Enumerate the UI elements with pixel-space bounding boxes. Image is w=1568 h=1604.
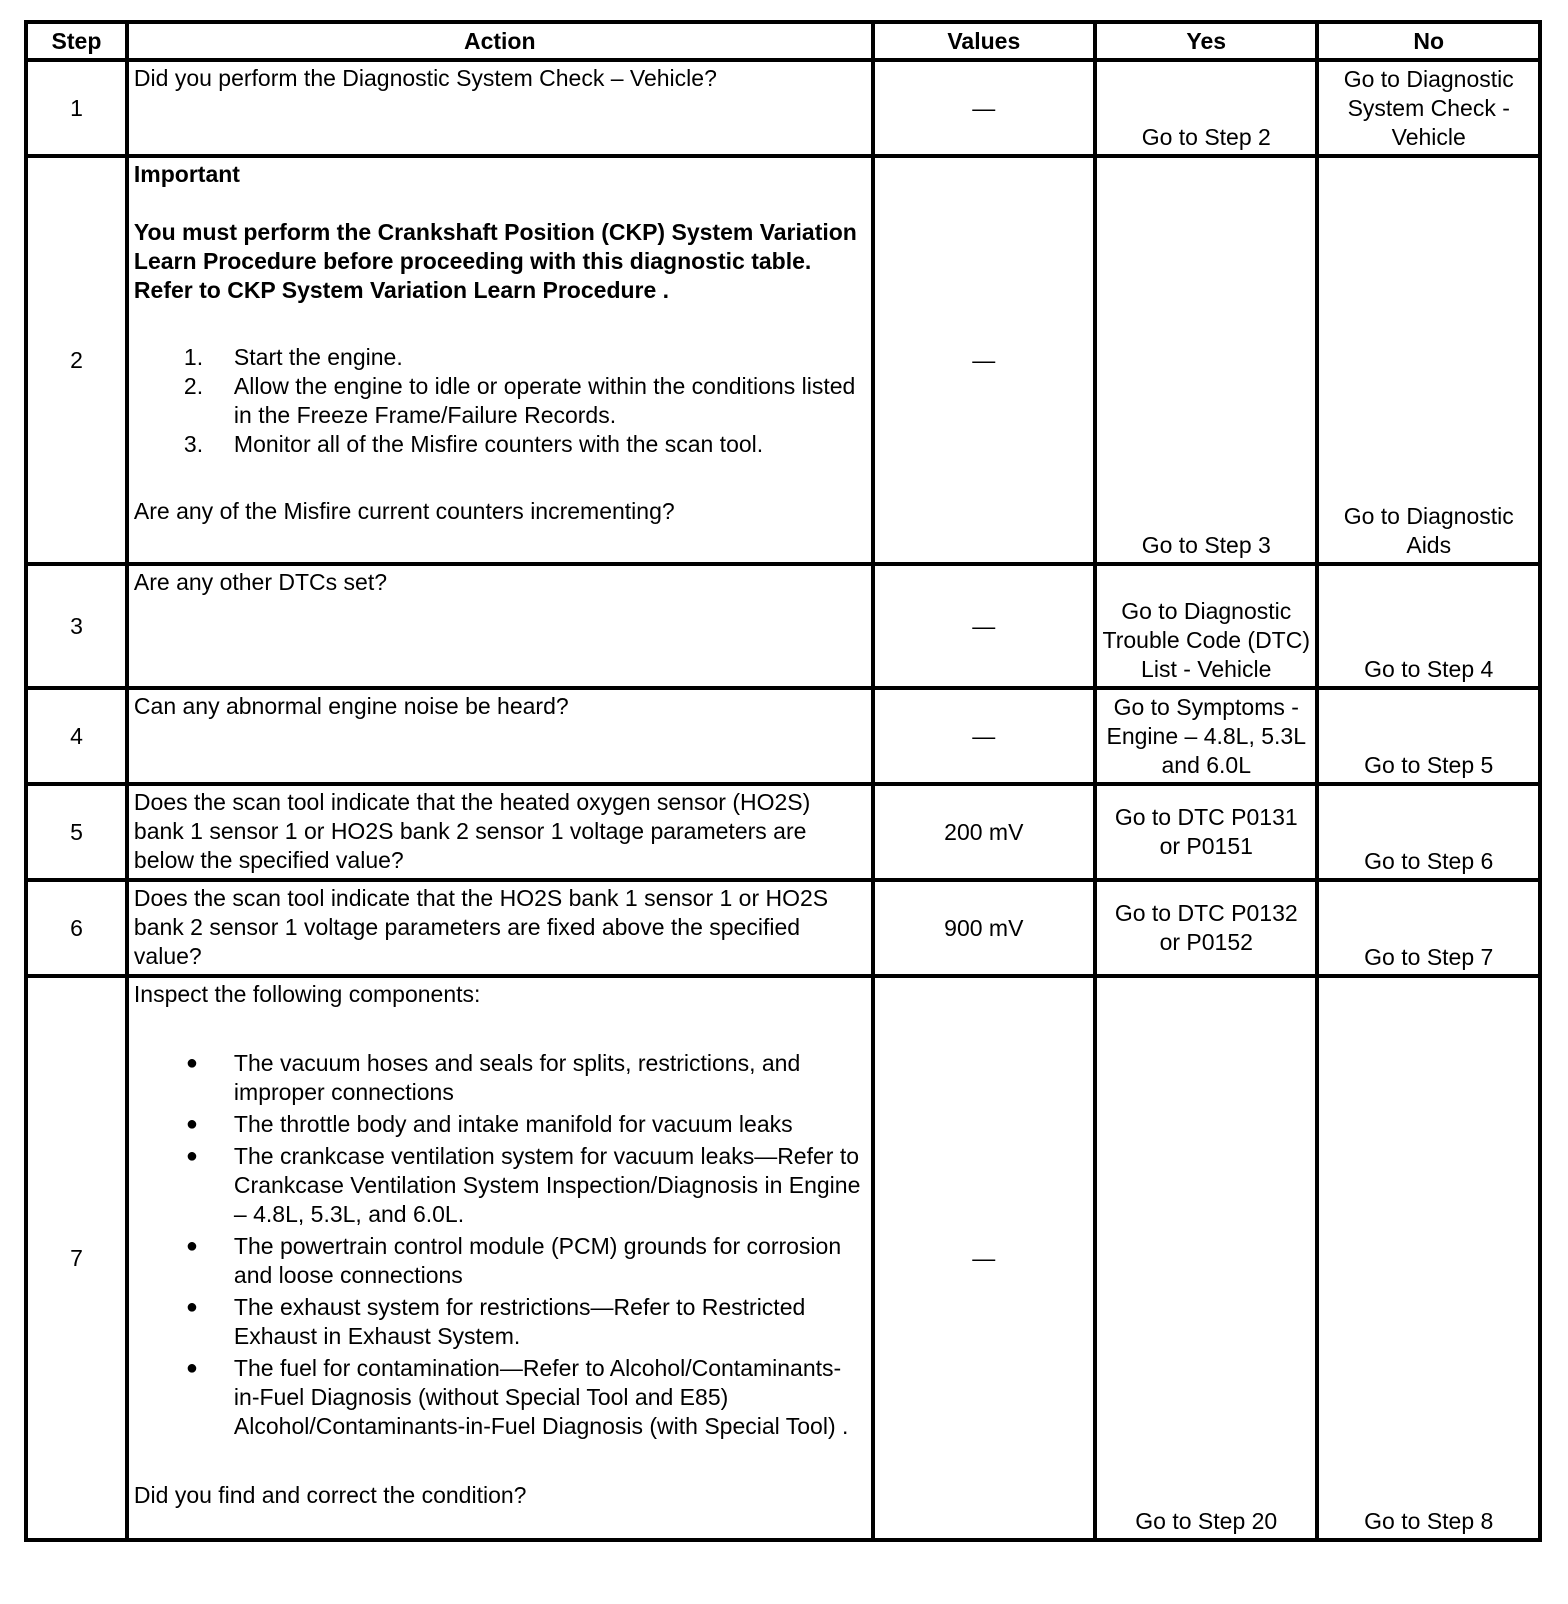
step-number: 3	[26, 564, 127, 688]
yes-link[interactable]: Go to DTC P0131 or P0151	[1095, 784, 1317, 880]
intro-text: Inspect the following components:	[133, 981, 481, 1007]
step-number: 1	[26, 60, 127, 156]
step-number: 5	[26, 784, 127, 880]
component-text: The fuel for contamination—Refer to Alcohol/Contaminants-in-Fuel Diagnosis (without Special Tool and E85) Alcohol/Contaminants-in-Fuel Diagnosis (with Special Tool) .	[233, 1355, 849, 1439]
table-row	[26, 976, 1540, 1540]
header-step: Step	[26, 22, 127, 60]
action-cell	[127, 156, 873, 564]
list-item	[134, 1049, 866, 1107]
yes-link[interactable]: Go to Symptoms - Engine – 4.8L, 5.3L and 6.0L	[1095, 688, 1317, 784]
no-link[interactable]: Go to Diagnostic System Check - Vehicle	[1317, 60, 1540, 156]
table-row	[26, 784, 1540, 880]
step-number: 7	[26, 976, 127, 1540]
action-text: Can any abnormal engine noise be heard?	[127, 688, 873, 784]
no-link[interactable]: Go to Step 8	[1317, 976, 1540, 1540]
table-row	[26, 880, 1540, 976]
no-link[interactable]: Go to Step 5	[1317, 688, 1540, 784]
substep-list	[134, 343, 866, 459]
list-item	[134, 1142, 866, 1229]
component-text: The powertrain control module (PCM) grounds for corrosion and loose connections	[233, 1233, 842, 1288]
action-cell	[127, 976, 873, 1540]
list-item	[134, 430, 866, 459]
value-cell: —	[873, 564, 1095, 688]
component-text: The crankcase ventilation system for vacuum leaks—Refer to Crankcase Ventilation System Inspection/Diagnosis in Engine – 4.8L, 5.3L, and 6.0L.	[233, 1143, 861, 1227]
substep-number: 1.	[183, 344, 204, 370]
substep-number: 2.	[183, 373, 204, 399]
yes-link[interactable]: Go to Step 2	[1095, 60, 1317, 156]
step-number: 4	[26, 688, 127, 784]
diagnostic-table	[24, 20, 1542, 1542]
action-text: Are any other DTCs set?	[127, 564, 873, 688]
bullet-icon: ●	[185, 1296, 199, 1318]
list-item	[134, 1354, 866, 1441]
header-yes: Yes	[1095, 22, 1317, 60]
question-text: Are any of the Misfire current counters incrementing?	[133, 498, 675, 524]
value-cell: —	[873, 156, 1095, 564]
no-link[interactable]: Go to Diagnostic Aids	[1317, 156, 1540, 564]
table-row	[26, 60, 1540, 156]
substep-text: Allow the engine to idle or operate within the conditions listed in the Freeze Frame/Failure Records.	[233, 373, 856, 428]
substep-number: 3.	[183, 431, 204, 457]
header-action: Action	[127, 22, 873, 60]
action-text: Did you perform the Diagnostic System Check – Vehicle?	[127, 60, 873, 156]
substep-text: Monitor all of the Misfire counters with the scan tool.	[233, 431, 764, 457]
important-note: You must perform the Crankshaft Position (CKP) System Variation Learn Procedure before proceeding with this diagnostic table. Refer to CKP System Variation Learn Procedure .	[133, 219, 857, 303]
step-number: 6	[26, 880, 127, 976]
bullet-icon: ●	[185, 1357, 199, 1379]
value-cell: —	[873, 60, 1095, 156]
substep-text: Start the engine.	[233, 344, 403, 370]
component-text: The exhaust system for restrictions—Refer to Restricted Exhaust in Exhaust System.	[233, 1294, 806, 1349]
yes-link[interactable]: Go to Step 20	[1095, 976, 1317, 1540]
table-row	[26, 156, 1540, 564]
no-link[interactable]: Go to Step 6	[1317, 784, 1540, 880]
bullet-icon: ●	[185, 1113, 199, 1135]
list-item	[134, 1232, 866, 1290]
header-values: Values	[873, 22, 1095, 60]
bullet-icon: ●	[185, 1052, 199, 1074]
list-item	[134, 343, 866, 372]
component-list	[134, 1049, 866, 1441]
component-text: The vacuum hoses and seals for splits, restrictions, and improper connections	[233, 1050, 801, 1105]
yes-link[interactable]: Go to Diagnostic Trouble Code (DTC) List - Vehicle	[1095, 564, 1317, 688]
list-item	[134, 1110, 866, 1139]
component-text: The throttle body and intake manifold for vacuum leaks	[233, 1111, 793, 1137]
table-row	[26, 688, 1540, 784]
header-no: No	[1317, 22, 1540, 60]
bullet-icon: ●	[185, 1235, 199, 1257]
no-link[interactable]: Go to Step 7	[1317, 880, 1540, 976]
value-cell: —	[873, 976, 1095, 1540]
action-text: Does the scan tool indicate that the HO2S bank 1 sensor 1 or HO2S bank 2 sensor 1 voltage parameters are fixed above the specified value?	[127, 880, 873, 976]
value-cell: —	[873, 688, 1095, 784]
value-cell: 900 mV	[873, 880, 1095, 976]
header-row	[26, 22, 1540, 60]
value-cell: 200 mV	[873, 784, 1095, 880]
no-link[interactable]: Go to Step 4	[1317, 564, 1540, 688]
important-title: Important	[133, 161, 240, 187]
step-number: 2	[26, 156, 127, 564]
bullet-icon: ●	[185, 1145, 199, 1167]
list-item	[134, 1293, 866, 1351]
list-item	[134, 372, 866, 430]
action-text: Does the scan tool indicate that the heated oxygen sensor (HO2S) bank 1 sensor 1 or HO2S bank 2 sensor 1 voltage parameters are below the specified value?	[127, 784, 873, 880]
question-text: Did you find and correct the condition?	[133, 1482, 527, 1508]
table-row	[26, 564, 1540, 688]
yes-link[interactable]: Go to Step 3	[1095, 156, 1317, 564]
yes-link[interactable]: Go to DTC P0132 or P0152	[1095, 880, 1317, 976]
